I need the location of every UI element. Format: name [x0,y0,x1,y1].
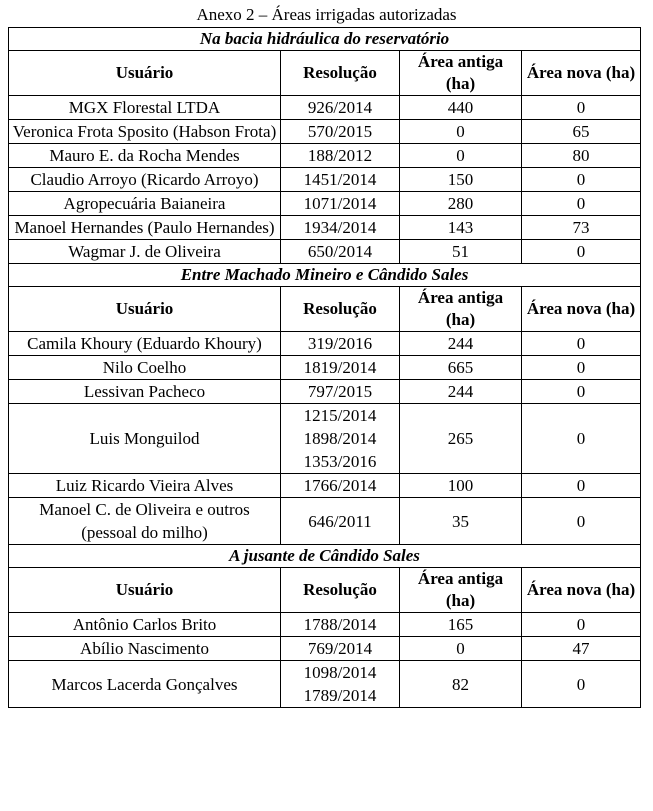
cell-area-nova: 0 [522,613,641,637]
cell-area-nova: 0 [522,332,641,356]
irrigated-areas-table [8,27,641,708]
cell-area-antiga: 440 [400,96,522,120]
cell-area-antiga: 244 [400,380,522,404]
cell-area-antiga: 0 [400,637,522,661]
header-usuario: Usuário [9,51,281,96]
table-row [9,216,641,240]
cell-area-nova: 80 [522,144,641,168]
table-row [9,661,641,708]
cell-area-antiga: 265 [400,404,522,474]
cell-resolucao: 1451/2014 [281,168,400,192]
cell-usuario: Antônio Carlos Brito [9,613,281,637]
table-row [9,637,641,661]
cell-resolucao: 1819/2014 [281,356,400,380]
header-area-antiga: Área antiga (ha) [400,568,522,613]
cell-area-antiga: 150 [400,168,522,192]
cell-area-antiga: 0 [400,120,522,144]
header-resolucao: Resolução [281,51,400,96]
cell-area-antiga: 244 [400,332,522,356]
cell-resolucao: 319/2016 [281,332,400,356]
cell-usuario: Abílio Nascimento [9,637,281,661]
header-area-nova: Área nova (ha) [522,568,641,613]
cell-usuario: MGX Florestal LTDA [9,96,281,120]
cell-area-antiga: 665 [400,356,522,380]
cell-resolucao: 646/2011 [281,498,400,545]
cell-usuario: Lessivan Pacheco [9,380,281,404]
table-row [9,120,641,144]
cell-usuario: Claudio Arroyo (Ricardo Arroyo) [9,168,281,192]
table-row [9,144,641,168]
table-row [9,613,641,637]
cell-usuario: Manoel C. de Oliveira e outros (pessoal do milho) [9,498,281,545]
cell-area-antiga: 0 [400,144,522,168]
cell-resolucao: 926/2014 [281,96,400,120]
table-row [9,96,641,120]
cell-resolucao: 188/2012 [281,144,400,168]
section-title: A jusante de Cândido Sales [9,545,641,568]
header-area-nova: Área nova (ha) [522,51,641,96]
header-usuario: Usuário [9,568,281,613]
cell-area-nova: 0 [522,380,641,404]
table-row [9,474,641,498]
header-area-antiga: Área antiga (ha) [400,51,522,96]
cell-usuario: Luiz Ricardo Vieira Alves [9,474,281,498]
table-row [9,168,641,192]
cell-area-nova: 73 [522,216,641,240]
cell-area-antiga: 280 [400,192,522,216]
cell-resolucao: 570/2015 [281,120,400,144]
cell-area-antiga: 100 [400,474,522,498]
cell-area-nova: 0 [522,168,641,192]
table-row [9,356,641,380]
cell-resolucao: 797/2015 [281,380,400,404]
cell-usuario: Veronica Frota Sposito (Habson Frota) [9,120,281,144]
cell-area-antiga: 82 [400,661,522,708]
cell-area-nova: 47 [522,637,641,661]
cell-resolucao: 769/2014 [281,637,400,661]
cell-area-antiga: 35 [400,498,522,545]
header-area-antiga: Área antiga (ha) [400,287,522,332]
cell-area-nova: 0 [522,404,641,474]
cell-area-nova: 0 [522,661,641,708]
cell-usuario: Camila Khoury (Eduardo Khoury) [9,332,281,356]
cell-area-nova: 65 [522,120,641,144]
table-row [9,240,641,264]
section-title: Na bacia hidráulica do reservatório [9,28,641,51]
cell-area-nova: 0 [522,192,641,216]
header-usuario: Usuário [9,287,281,332]
cell-resolucao: 1071/2014 [281,192,400,216]
cell-area-antiga: 143 [400,216,522,240]
table-row [9,498,641,545]
section-title: Entre Machado Mineiro e Cândido Sales [9,264,641,287]
cell-usuario: Nilo Coelho [9,356,281,380]
cell-resolucao: 1788/2014 [281,613,400,637]
cell-usuario: Marcos Lacerda Gonçalves [9,661,281,708]
cell-usuario: Luis Monguilod [9,404,281,474]
cell-area-nova: 0 [522,498,641,545]
table-row [9,404,641,474]
table-row [9,380,641,404]
table-caption: Anexo 2 – Áreas irrigadas autorizadas [196,5,457,24]
cell-usuario: Wagmar J. de Oliveira [9,240,281,264]
cell-area-nova: 0 [522,356,641,380]
header-resolucao: Resolução [281,287,400,332]
cell-usuario: Agropecuária Baianeira [9,192,281,216]
cell-area-nova: 0 [522,96,641,120]
cell-resolucao: 1934/2014 [281,216,400,240]
cell-area-antiga: 165 [400,613,522,637]
cell-resolucao: 1215/2014 1898/2014 1353/2016 [281,404,400,474]
cell-area-antiga: 51 [400,240,522,264]
cell-resolucao: 1098/2014 1789/2014 [281,661,400,708]
cell-area-nova: 0 [522,474,641,498]
table-row [9,332,641,356]
cell-usuario: Mauro E. da Rocha Mendes [9,144,281,168]
cell-resolucao: 650/2014 [281,240,400,264]
table-row [9,192,641,216]
cell-resolucao: 1766/2014 [281,474,400,498]
header-resolucao: Resolução [281,568,400,613]
cell-area-nova: 0 [522,240,641,264]
cell-usuario: Manoel Hernandes (Paulo Hernandes) [9,216,281,240]
header-area-nova: Área nova (ha) [522,287,641,332]
